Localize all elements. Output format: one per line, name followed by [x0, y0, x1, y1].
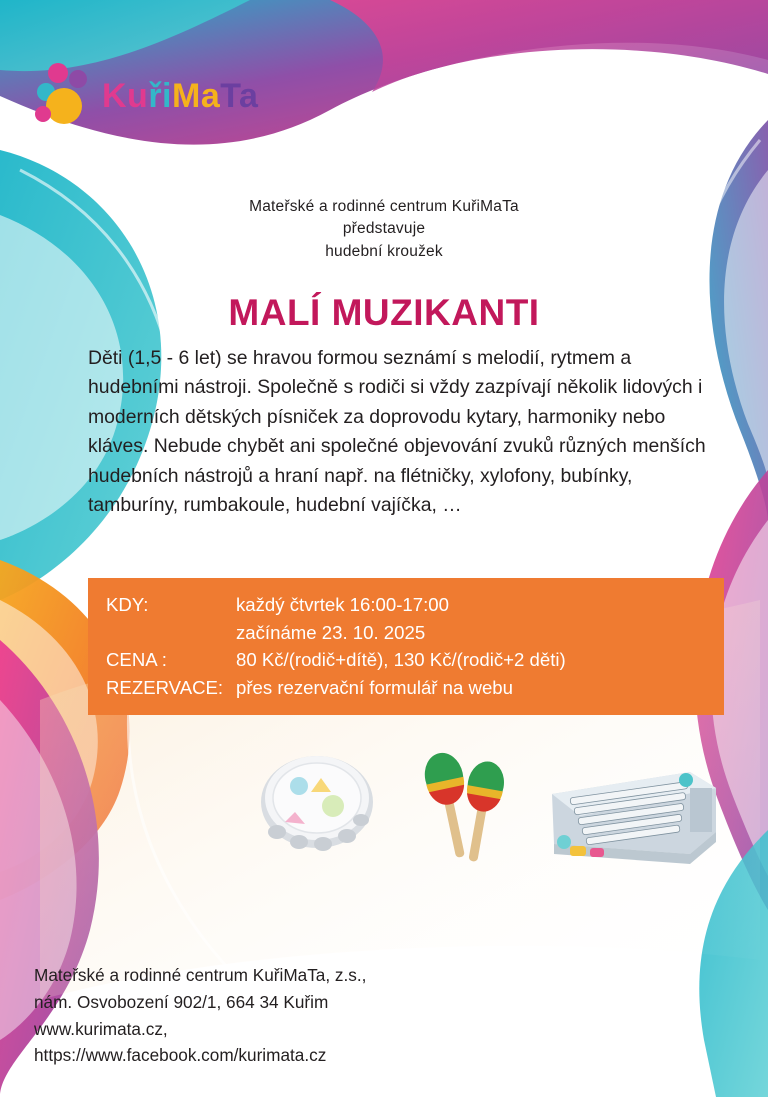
tambourine-icon	[255, 750, 385, 860]
xylophone-icon	[540, 758, 725, 868]
maracas-icon	[420, 740, 510, 865]
info-row	[88, 619, 724, 647]
kurimata-logo-mark-icon	[34, 62, 96, 130]
info-label-price: CENA :	[106, 649, 167, 671]
footer-address: nám. Osvobození 902/1, 664 34 Kuřim	[34, 991, 329, 1012]
description-paragraph: Děti (1,5 - 6 let) se hravou formou seznámí s melodií, rytmem a hudebními nástroji. Společně s rodiči si vždy zazpívají několik lidových i moderních dětských písniček za doprovodu kytary, harmoniky nebo kláves. Nebude chybět ani společné objevování zvuků různých menších hudebních nástrojů a hraní např. na flétničky, xylofony, bubínky, tamburíny, rumbakoule, hudební vajíčka, …	[88, 347, 706, 517]
footer-facebook-link[interactable]: https://www.facebook.com/kurimata.cz	[34, 1045, 327, 1066]
info-value-when: každý čtvrtek 16:00-17:00	[236, 594, 449, 615]
footer-org: Mateřské a rodinné centrum KuřiMaTa, z.s.,	[34, 965, 367, 985]
logo-part-3: Ma	[172, 77, 221, 115]
footer-website-link[interactable]: www.kurimata.cz,	[34, 1018, 168, 1039]
logo-wordmark	[102, 79, 258, 113]
info-value-reservation: přes rezervační formulář na webu	[236, 676, 513, 698]
intro-line-3: hudební kroužek	[325, 242, 443, 260]
details-info-box	[88, 578, 724, 715]
intro-line-2: představuje	[342, 220, 426, 238]
instrument-images	[255, 740, 725, 875]
info-row	[88, 646, 724, 674]
info-row	[88, 674, 724, 702]
logo-part-2: ři	[148, 77, 173, 115]
info-label-when: KDY:	[106, 594, 149, 615]
info-row	[88, 591, 724, 619]
logo-part-1: Ku	[102, 77, 149, 115]
intro-line-1: Mateřské a rodinné centrum KuřiMaTa	[249, 198, 519, 215]
logo-part-4: Ta	[220, 77, 259, 115]
footer-contact	[34, 962, 366, 1069]
logo	[34, 62, 258, 130]
info-value-price: 80 Kč/(rodič+dítě), 130 Kč/(rodič+2 děti)	[236, 649, 566, 671]
intro-block	[0, 196, 768, 263]
info-value-start-date: začínáme 23. 10. 2025	[236, 621, 426, 643]
page-title: MALÍ MUZIKANTI	[228, 292, 540, 333]
info-label-reservation: REZERVACE:	[106, 676, 224, 698]
